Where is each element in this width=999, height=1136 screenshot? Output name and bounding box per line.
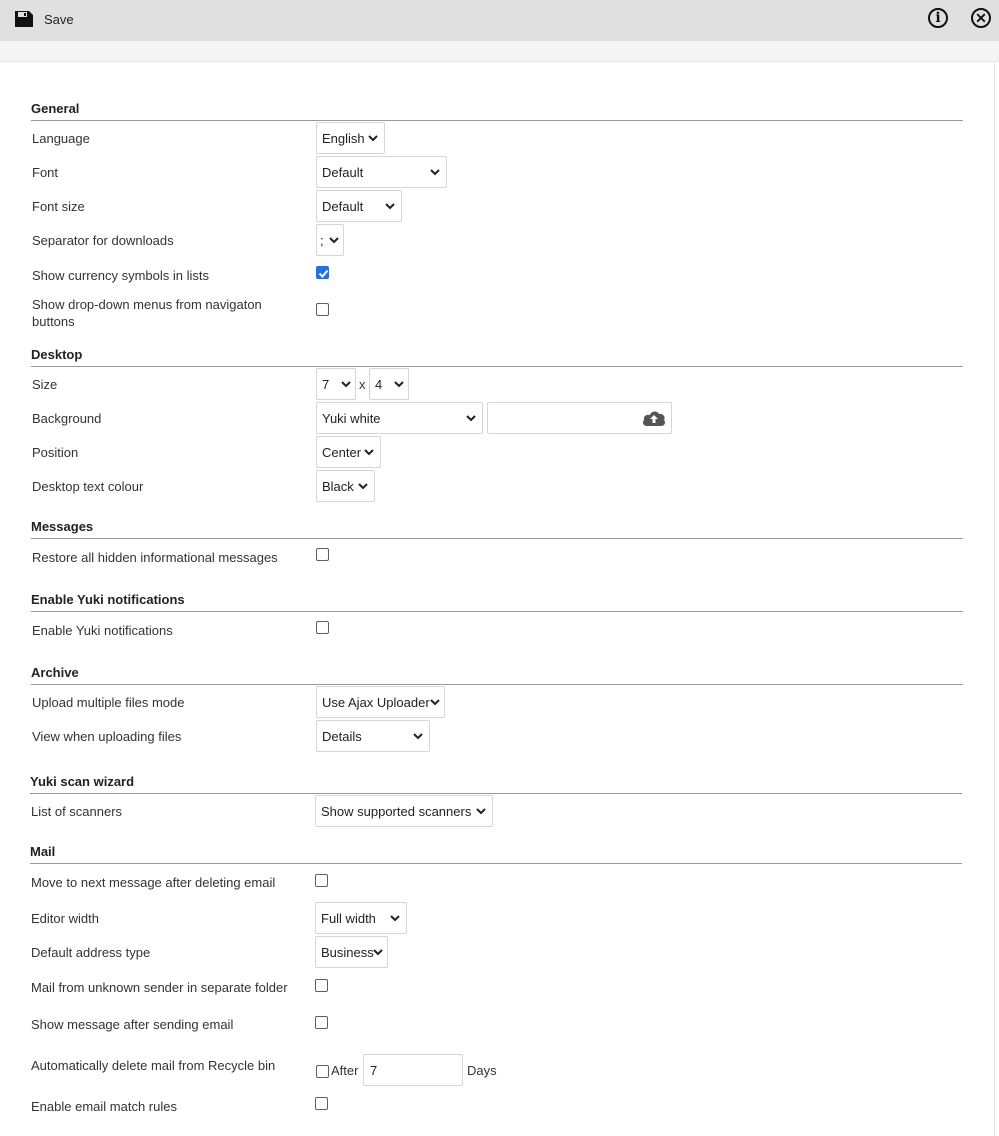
chevron-down-icon [358, 481, 368, 491]
address-type-select[interactable] [315, 936, 388, 968]
position-value: Center [322, 444, 362, 460]
address-type-value: Business [321, 944, 374, 960]
match-rules-label: Enable email match rules [31, 1099, 177, 1114]
font-select[interactable] [316, 156, 447, 188]
chevron-down-icon [430, 167, 440, 177]
panel-edge [994, 62, 995, 1136]
upload-mode-select[interactable] [316, 686, 445, 718]
chevron-down-icon [394, 379, 404, 389]
notifications-label: Enable Yuki notifications [32, 623, 173, 638]
editor-width-label: Editor width [31, 911, 99, 926]
chevron-down-icon [390, 913, 400, 923]
text-colour-label: Desktop text colour [32, 479, 144, 494]
currency-label: Show currency symbols in lists [32, 268, 209, 283]
dropdowns-label: Show drop-down menus from navigaton buttons [32, 297, 262, 329]
text-colour-value: Black [322, 478, 354, 494]
match-rules-checkbox[interactable] [315, 1097, 328, 1110]
toolbar [0, 0, 999, 41]
size-cols-value: 7 [322, 376, 330, 392]
size-separator: x [359, 377, 366, 392]
show-after-send-checkbox[interactable] [315, 1016, 328, 1029]
floppy-disk-icon[interactable] [14, 10, 34, 28]
scanners-value: Show supported scanners [321, 803, 472, 819]
cloud-upload-icon[interactable] [641, 409, 667, 427]
separator-value: ; [320, 232, 324, 248]
chevron-down-icon [329, 235, 339, 245]
section-desktop-title: Desktop [31, 347, 963, 367]
view-select[interactable] [316, 720, 430, 752]
notifications-checkbox[interactable] [316, 621, 329, 634]
view-value: Details [322, 728, 362, 744]
position-label: Position [32, 445, 79, 460]
currency-checkbox[interactable] [316, 266, 329, 279]
section-messages-title: Messages [31, 519, 963, 539]
chevron-down-icon [476, 806, 486, 816]
restore-checkbox[interactable] [316, 548, 329, 561]
font-size-select[interactable] [316, 190, 402, 222]
info-icon[interactable]: i [928, 8, 948, 28]
language-select[interactable] [316, 122, 385, 154]
scanners-select[interactable] [315, 795, 493, 827]
size-rows-value: 4 [375, 376, 383, 392]
section-notifications-title: Enable Yuki notifications [31, 592, 963, 612]
chevron-down-icon [368, 133, 378, 143]
chevron-down-icon [413, 731, 423, 741]
size-rows-select[interactable] [369, 368, 409, 400]
unknown-sender-label: Mail from unknown sender in separate folder [31, 980, 288, 995]
auto-delete-days-label: Days [467, 1063, 497, 1078]
upload-mode-value: Use Ajax Uploader [322, 694, 430, 710]
position-select[interactable] [316, 436, 381, 468]
close-icon[interactable]: ✕ [971, 8, 991, 28]
language-label: Language [32, 131, 90, 146]
chevron-down-icon [341, 379, 351, 389]
font-value: Default [322, 164, 364, 180]
auto-delete-label: Automatically delete mail from Recycle bin [31, 1058, 276, 1073]
next-after-delete-checkbox[interactable] [315, 874, 328, 887]
size-label: Size [32, 377, 58, 392]
background-upload-field[interactable] [487, 402, 672, 434]
editor-width-value: Full width [321, 910, 376, 926]
section-archive-title: Archive [31, 665, 963, 685]
text-colour-select[interactable] [316, 470, 375, 502]
font-size-label: Font size [32, 199, 85, 214]
dropdowns-checkbox[interactable] [316, 303, 329, 316]
auto-delete-after-label: After [331, 1063, 359, 1078]
font-label: Font [32, 165, 59, 180]
next-after-delete-label: Move to next message after deleting email [31, 875, 276, 890]
chevron-down-icon [385, 201, 395, 211]
background-select[interactable] [316, 402, 483, 434]
section-general-title: General [31, 101, 963, 121]
section-scan-title: Yuki scan wizard [30, 774, 962, 794]
chevron-down-icon [364, 447, 374, 457]
view-label: View when uploading files [32, 729, 182, 744]
upload-mode-label: Upload multiple files mode [32, 695, 185, 710]
scanners-label: List of scanners [31, 804, 123, 819]
auto-delete-checkbox[interactable] [316, 1065, 329, 1078]
auto-delete-days-input[interactable]: 7 [363, 1054, 463, 1086]
chevron-down-icon [430, 697, 440, 707]
checkmark-icon [318, 268, 329, 279]
font-size-value: Default [322, 198, 364, 214]
restore-label: Restore all hidden informational messages [32, 550, 278, 565]
editor-width-select[interactable] [315, 902, 407, 934]
subheader-bar [0, 41, 999, 62]
separator-label: Separator for downloads [32, 233, 174, 248]
section-mail-title: Mail [30, 844, 962, 864]
save-button[interactable]: Save [44, 12, 74, 27]
size-cols-select[interactable] [316, 368, 356, 400]
show-after-send-label: Show message after sending email [31, 1017, 234, 1032]
address-type-label: Default address type [31, 945, 151, 960]
background-value: Yuki white [322, 410, 381, 426]
language-value: English [322, 130, 365, 146]
separator-select[interactable] [316, 224, 344, 256]
chevron-down-icon [466, 413, 476, 423]
chevron-down-icon [373, 947, 383, 957]
background-label: Background [32, 411, 102, 426]
unknown-sender-checkbox[interactable] [315, 979, 328, 992]
